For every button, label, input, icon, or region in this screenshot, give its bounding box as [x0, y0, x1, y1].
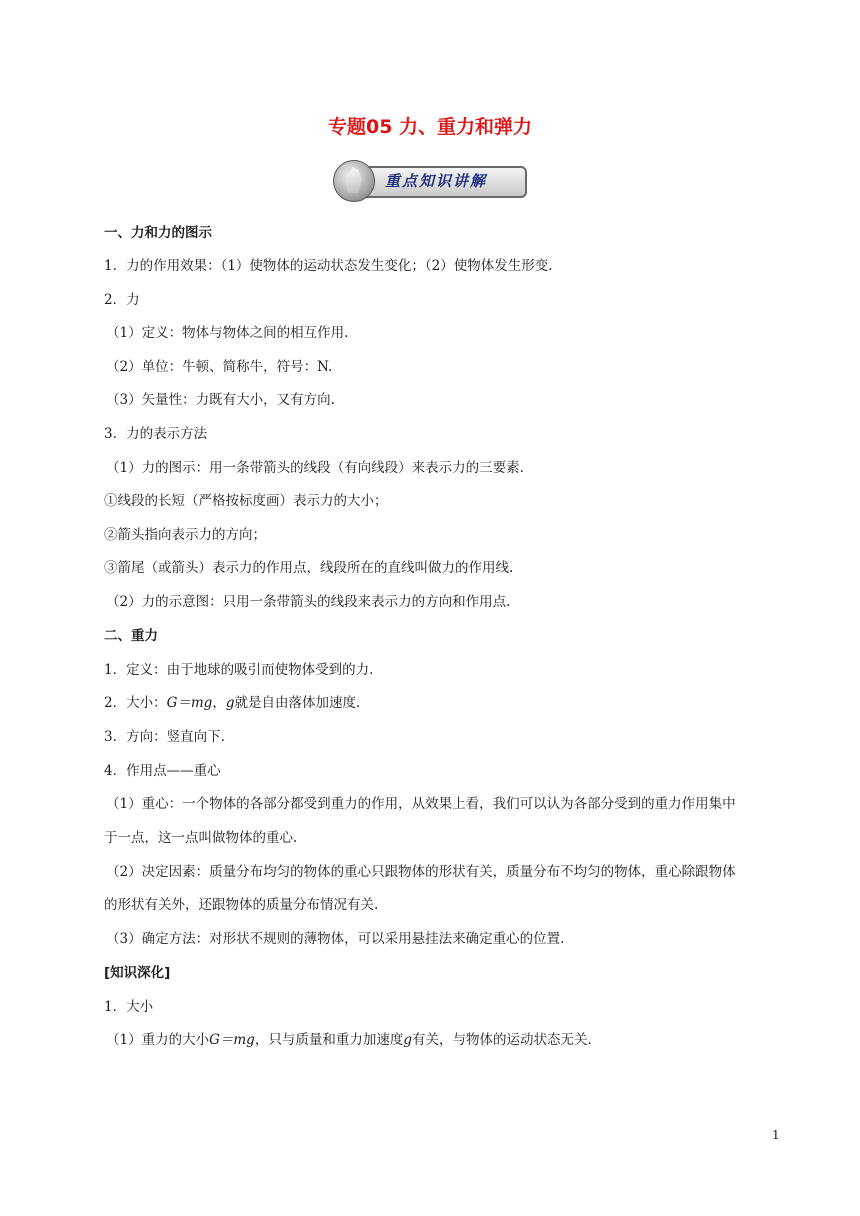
paragraph-center-of-gravity: 4．作用点——重心 — [104, 763, 221, 779]
paragraph-center-definition-cont: 于一点，这一点叫做物体的重心. — [104, 830, 298, 846]
paragraph-arrow-direction: ②箭头指向表示力的方向； — [104, 527, 266, 543]
variable: g — [403, 1032, 412, 1048]
statue-icon — [346, 167, 362, 193]
paragraph-method: （3）确定方法：对形状不规则的薄物体，可以采用悬挂法来确定重心的位置. — [106, 931, 565, 947]
banner-emblem-icon — [333, 160, 375, 202]
paragraph-force-effects: 1．力的作用效果：（1）使物体的运动状态发生变化；（2）使物体发生形变. — [104, 258, 553, 274]
text-segment: 就是自由落体加速度. — [234, 695, 361, 711]
text-segment: ，只与质量和重力加速度 — [254, 1032, 404, 1048]
paragraph-arrow-tail: ③箭尾（或箭头）表示力的作用点，线段所在的直线叫做力的作用线. — [104, 560, 514, 576]
paragraph-definition: （1）定义：物体与物体之间的相互作用. — [106, 325, 349, 341]
paragraph-force-diagram: （1）力的图示：用一条带箭头的线段（有向线段）来表示力的三要素. — [106, 460, 524, 476]
formula: G＝mg — [166, 695, 213, 711]
text-segment: ， — [212, 695, 226, 711]
paragraph-magnitude: 1．大小 — [104, 999, 154, 1015]
paragraph-center-definition: （1）重心：一个物体的各部分都受到重力的作用，从效果上看，我们可以认为各部分受到的重力作用集中 — [106, 796, 736, 812]
paragraph-gravity-direction: 3．方向：竖直向下. — [104, 729, 225, 745]
variable: g — [225, 695, 235, 711]
section-heading-deepening: [知识深化] — [104, 965, 171, 981]
paragraph-gravity-size — [106, 1030, 592, 1050]
paragraph-schematic: （2）力的示意图：只用一条带箭头的线段来表示力的方向和作用点. — [106, 594, 511, 610]
document-title: 专题05 力、重力和弹力 — [327, 116, 533, 138]
formula: G＝mg — [209, 1032, 255, 1048]
paragraph-gravity-definition: 1．定义：由于地球的吸引而使物体受到的力. — [104, 662, 374, 678]
paragraph-representation: 3．力的表示方法 — [104, 426, 208, 442]
text-segment: 有关，与物体的运动状态无关. — [411, 1032, 592, 1048]
paragraph-vector: （3）矢量性：力既有大小，又有方向. — [106, 392, 335, 408]
paragraph-unit: （2）单位：牛顿、简称牛，符号：N. — [106, 359, 333, 375]
paragraph-gravity-magnitude — [104, 693, 360, 713]
section-heading-gravity: 二、重力 — [104, 628, 158, 644]
text-segment: （1）重力的大小 — [106, 1032, 210, 1048]
page-number: 1 — [772, 1128, 780, 1142]
section-heading-force: 一、力和力的图示 — [104, 225, 212, 241]
paragraph-determining-factors-cont: 的形状有关外，还跟物体的质量分布情况有关. — [104, 897, 379, 913]
text-segment: 2．大小： — [104, 695, 167, 711]
paragraph-force: 2．力 — [104, 292, 140, 308]
key-knowledge-banner — [333, 160, 527, 200]
paragraph-length: ①线段的长短（严格按标度画）表示力的大小； — [104, 493, 388, 509]
paragraph-determining-factors: （2）决定因素：质量分布均匀的物体的重心只跟物体的形状有关，质量分布不均匀的物体，重心除跟物体 — [106, 864, 736, 880]
banner-label: 重点知识讲解 — [385, 172, 488, 190]
